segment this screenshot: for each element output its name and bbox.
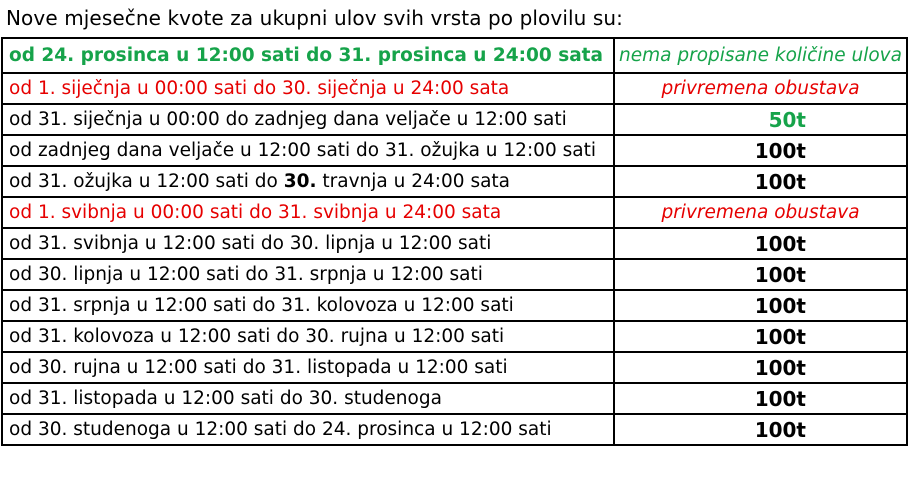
period-cell[interactable]: od 30. lipnja u 12:00 sati do 31. srpnja u 12:00 sati [2,259,614,290]
table-row [2,414,907,445]
table-row [2,73,907,104]
quota-table [1,37,908,446]
table-row [2,228,907,259]
table-row [2,383,907,414]
quota-cell[interactable]: 100t [614,228,907,259]
table-row [2,259,907,290]
quota-cell[interactable]: 100t [614,290,907,321]
quota-cell[interactable]: privremena obustava [614,197,907,228]
period-cell[interactable]: od 31. listopada u 12:00 sati do 30. studenoga [2,383,614,414]
period-text-end: travnja u 24:00 sata [316,171,511,192]
period-cell[interactable]: od 24. prosinca u 12:00 sati do 31. prosinca u 24:00 sata [2,38,614,73]
period-cell[interactable]: od 1. svibnja u 00:00 sati do 31. svibnja u 24:00 sata [2,197,614,228]
period-cell[interactable]: od 31. svibnja u 12:00 sati do 30. lipnja u 12:00 sati [2,228,614,259]
quota-cell[interactable]: 100t [614,259,907,290]
table-row [2,321,907,352]
period-cell[interactable] [2,166,614,197]
sheet-title: Nove mjesečne kvote za ukupni ulov svih vrsta po plovilu su: [6,6,624,30]
table-row [2,290,907,321]
period-cell[interactable]: od 30. rujna u 12:00 sati do 31. listopada u 12:00 sati [2,352,614,383]
table-row [2,197,907,228]
quota-cell[interactable]: 100t [614,383,907,414]
table-row [2,135,907,166]
table-row [2,352,907,383]
period-cell[interactable]: od 1. siječnja u 00:00 sati do 30. siječnja u 24:00 sata [2,73,614,104]
table-row [2,104,907,135]
quota-cell[interactable]: 100t [614,166,907,197]
period-cell[interactable]: od 31. kolovoza u 12:00 sati do 30. rujna u 12:00 sati [2,321,614,352]
quota-cell[interactable]: 100t [614,352,907,383]
period-text-bold: 30. [283,171,317,192]
period-cell[interactable]: od 31. srpnja u 12:00 sati do 31. kolovoza u 12:00 sati [2,290,614,321]
quota-cell[interactable]: nema propisane količine ulova [614,38,907,73]
quota-cell[interactable]: 50t [614,104,907,135]
period-text-start: od 31. ožujka u 12:00 sati do [9,171,284,192]
quota-cell[interactable]: 100t [614,135,907,166]
table-row [2,166,907,197]
quota-cell[interactable]: 100t [614,414,907,445]
quota-cell[interactable]: privremena obustava [614,73,907,104]
period-cell[interactable]: od 31. siječnja u 00:00 do zadnjeg dana veljače u 12:00 sati [2,104,614,135]
table-row [2,38,907,73]
quota-cell[interactable]: 100t [614,321,907,352]
period-cell[interactable]: od 30. studenoga u 12:00 sati do 24. prosinca u 12:00 sati [2,414,614,445]
period-cell[interactable]: od zadnjeg dana veljače u 12:00 sati do 31. ožujka u 12:00 sati [2,135,614,166]
